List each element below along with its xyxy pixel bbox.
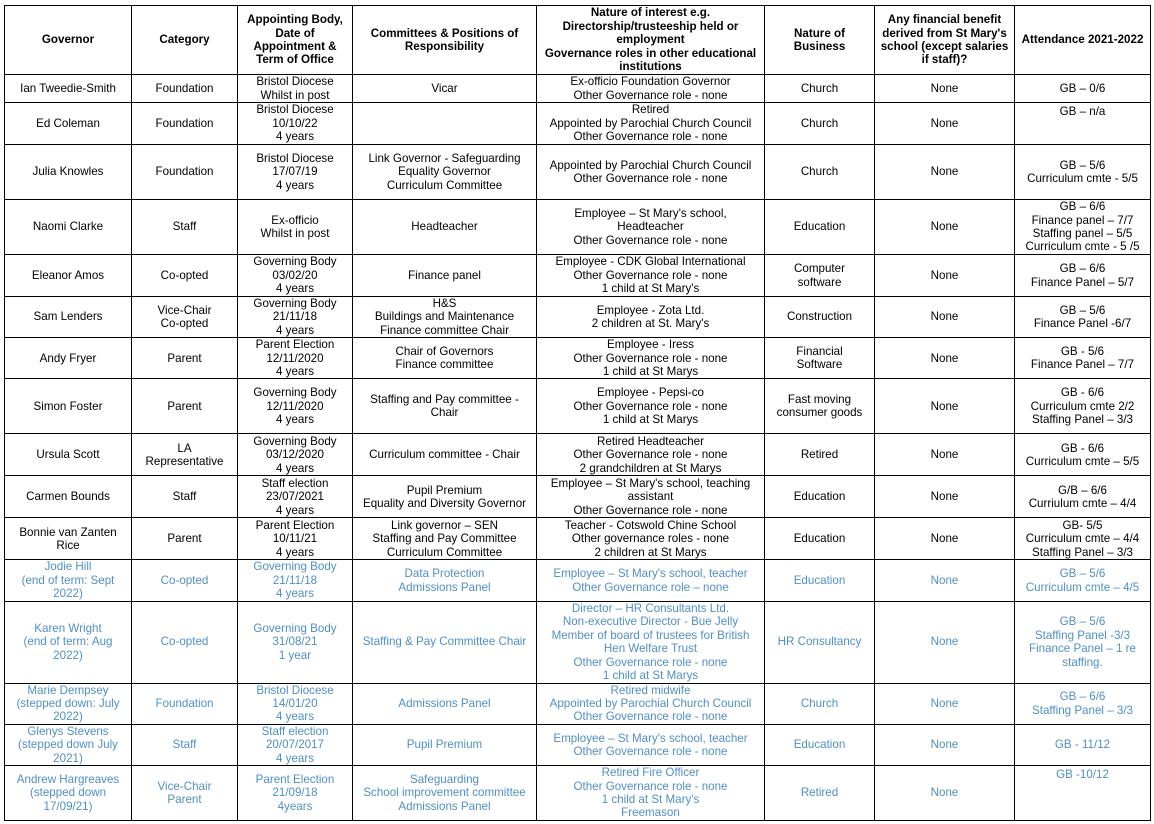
benefit-cell: None xyxy=(875,766,1015,821)
table-row xyxy=(5,255,1151,297)
table-row xyxy=(5,601,1151,683)
category-cell: Foundation xyxy=(132,75,238,103)
benefit-cell: None xyxy=(875,601,1015,683)
benefit-cell: None xyxy=(875,338,1015,379)
governor-cell: Carmen Bounds xyxy=(5,476,132,518)
appointing-body-cell: Governing Body 03/02/20 4 years xyxy=(238,255,353,297)
appointing-body-cell: Governing Body 31/08/21 1 year xyxy=(238,601,353,683)
benefit-cell: None xyxy=(875,683,1015,724)
interest-cell: Employee - Iress Other Governance role - none 1 child at St Marys xyxy=(537,338,765,379)
table-row xyxy=(5,103,1151,145)
table-row xyxy=(5,434,1151,476)
interest-cell: Retired Appointed by Parochial Church Council Other Governance role - none xyxy=(537,103,765,145)
benefit-cell: None xyxy=(875,724,1015,765)
benefit-cell: None xyxy=(875,379,1015,434)
benefit-cell: None xyxy=(875,518,1015,560)
governor-cell: Andy Fryer xyxy=(5,338,132,379)
benefit-cell: None xyxy=(875,200,1015,255)
attendance-cell: GB – 6/6 Finance panel – 7/7 Staffing panel – 5/5 Curriculum cmte - 5 /5 xyxy=(1015,200,1151,255)
business-cell: Education xyxy=(765,476,875,518)
table-row xyxy=(5,518,1151,560)
committees-cell: Link governor – SEN Staffing and Pay Committee Curriculum Committee xyxy=(353,518,537,560)
category-cell: Foundation xyxy=(132,145,238,200)
attendance-cell: GB – 5/6 Curriculum cmte – 4/5 xyxy=(1015,560,1151,601)
category-cell: Staff xyxy=(132,724,238,765)
attendance-cell: GB - 6/6 Curriculum cmte – 5/5 xyxy=(1015,434,1151,476)
attendance-cell: GB – 5/6 Curriculum cmte - 5/5 xyxy=(1015,145,1151,200)
committees-cell: Curriculum committee - Chair xyxy=(353,434,537,476)
committees-cell: Pupil Premium xyxy=(353,724,537,765)
committees-cell: Vicar xyxy=(353,75,537,103)
governor-cell: Karen Wright (end of term: Aug 2022) xyxy=(5,601,132,683)
committees-cell: Chair of Governors Finance committee xyxy=(353,338,537,379)
table-row xyxy=(5,200,1151,255)
interest-cell: Ex-officio Foundation Governor Other Governance role - none xyxy=(537,75,765,103)
benefit-cell: None xyxy=(875,560,1015,601)
governor-cell: Ed Coleman xyxy=(5,103,132,145)
header-nature-of-business: Nature of Business xyxy=(765,6,875,75)
category-cell: Parent xyxy=(132,518,238,560)
category-cell: Parent xyxy=(132,338,238,379)
business-cell: HR Consultancy xyxy=(765,601,875,683)
interest-cell: Appointed by Parochial Church Council Other Governance role - none xyxy=(537,145,765,200)
category-cell: Co-opted xyxy=(132,601,238,683)
header-row xyxy=(5,6,1151,75)
business-cell: Financial Software xyxy=(765,338,875,379)
governor-cell: Bonnie van Zanten Rice xyxy=(5,518,132,560)
committees-cell: Pupil Premium Equality and Diversity Governor xyxy=(353,476,537,518)
table-body xyxy=(5,75,1151,821)
attendance-cell: GB - 5/6 Finance Panel – 7/7 xyxy=(1015,338,1151,379)
header-category: Category xyxy=(132,6,238,75)
interest-cell: Employee – St Mary's school, teaching assistant Other Governance role - none xyxy=(537,476,765,518)
business-cell: Church xyxy=(765,683,875,724)
appointing-body-cell: Staff election 20/07/2017 4 years xyxy=(238,724,353,765)
header-financial-benefit: Any financial benefit derived from St Mary's school (except salaries if staff)? xyxy=(875,6,1015,75)
attendance-cell: GB- 5/5 Curriculum cmte – 4/4 Staffing Panel – 3/3 xyxy=(1015,518,1151,560)
governor-cell: Sam Lenders xyxy=(5,297,132,338)
header-committees: Committees & Positions of Responsibility xyxy=(353,6,537,75)
governor-cell: Eleanor Amos xyxy=(5,255,132,297)
appointing-body-cell: Bristol Diocese Whilst in post xyxy=(238,75,353,103)
interest-cell: Teacher - Cotswold Chine School Other governance roles - none 2 children at St Marys xyxy=(537,518,765,560)
benefit-cell: None xyxy=(875,297,1015,338)
interest-cell: Employee – St Mary's school, Headteacher Other Governance role - none xyxy=(537,200,765,255)
appointing-body-cell: Governing Body 21/11/18 4 years xyxy=(238,297,353,338)
interest-cell: Employee - Pepsi-co Other Governance role - none 1 child at St Marys xyxy=(537,379,765,434)
business-cell: Education xyxy=(765,724,875,765)
governor-cell: Glenys Stevens (stepped down July 2021) xyxy=(5,724,132,765)
benefit-cell: None xyxy=(875,434,1015,476)
table-row xyxy=(5,338,1151,379)
appointing-body-cell: Governing Body 03/12/2020 4 years xyxy=(238,434,353,476)
business-cell: Construction xyxy=(765,297,875,338)
appointing-body-cell: Parent Election 10/11/21 4 years xyxy=(238,518,353,560)
business-cell: Education xyxy=(765,518,875,560)
category-cell: Staff xyxy=(132,476,238,518)
committees-cell: Admissions Panel xyxy=(353,683,537,724)
table-row xyxy=(5,476,1151,518)
business-cell: Education xyxy=(765,560,875,601)
table-row xyxy=(5,766,1151,821)
category-cell: Vice-Chair Co-opted xyxy=(132,297,238,338)
category-cell: Staff xyxy=(132,200,238,255)
governors-table xyxy=(4,5,1151,821)
governor-cell: Simon Foster xyxy=(5,379,132,434)
attendance-cell: GB – n/a xyxy=(1015,103,1151,145)
interest-cell: Retired Headteacher Other Governance role - none 2 grandchildren at St Marys xyxy=(537,434,765,476)
category-cell: Co-opted xyxy=(132,255,238,297)
attendance-cell: GB – 5/6 Staffing Panel -3/3 Finance Panel – 1 re staffing. xyxy=(1015,601,1151,683)
appointing-body-cell: Governing Body 12/11/2020 4 years xyxy=(238,379,353,434)
table-row xyxy=(5,724,1151,765)
appointing-body-cell: Governing Body 21/11/18 4 years xyxy=(238,560,353,601)
appointing-body-cell: Staff election 23/07/2021 4 years xyxy=(238,476,353,518)
attendance-cell: GB – 5/6 Finance Panel -6/7 xyxy=(1015,297,1151,338)
attendance-cell: GB – 0/6 xyxy=(1015,75,1151,103)
appointing-body-cell: Bristol Diocese 17/07/19 4 years xyxy=(238,145,353,200)
governor-cell: Andrew Hargreaves (stepped down 17/09/21) xyxy=(5,766,132,821)
committees-cell: Finance panel xyxy=(353,255,537,297)
business-cell: Fast moving consumer goods xyxy=(765,379,875,434)
interest-cell: Director – HR Consultants Ltd. Non-executive Director - Bue Jelly Member of board of trustees for British Hen Welfare Trust Other Governance role - none 1 child at St Marys xyxy=(537,601,765,683)
header-appointing-body: Appointing Body, Date of Appointment & Term of Office xyxy=(238,6,353,75)
business-cell: Church xyxy=(765,103,875,145)
attendance-cell: GB – 6/6 Finance Panel – 5/7 xyxy=(1015,255,1151,297)
table-row xyxy=(5,145,1151,200)
benefit-cell: None xyxy=(875,476,1015,518)
attendance-cell: GB -10/12 xyxy=(1015,766,1151,821)
business-cell: Education xyxy=(765,200,875,255)
business-cell: Retired xyxy=(765,766,875,821)
governor-cell: Marie Dempsey (stepped down: July 2022) xyxy=(5,683,132,724)
appointing-body-cell: Ex-officio Whilst in post xyxy=(238,200,353,255)
committees-cell: Safeguarding School improvement committee Admissions Panel xyxy=(353,766,537,821)
interest-cell: Retired midwife Appointed by Parochial Church Council Other Governance role - none xyxy=(537,683,765,724)
business-cell: Computer software xyxy=(765,255,875,297)
benefit-cell: None xyxy=(875,145,1015,200)
table-row xyxy=(5,379,1151,434)
table-row xyxy=(5,560,1151,601)
appointing-body-cell: Bristol Diocese 14/01/20 4 years xyxy=(238,683,353,724)
committees-cell: Data Protection Admissions Panel xyxy=(353,560,537,601)
interest-cell: Employee – St Mary's school, teacher Other Governance role – none xyxy=(537,560,765,601)
governor-cell: Naomi Clarke xyxy=(5,200,132,255)
table-row xyxy=(5,75,1151,103)
attendance-cell: GB – 6/6 Staffing Panel – 3/3 xyxy=(1015,683,1151,724)
interest-cell: Retired Fire Officer Other Governance role - none 1 child at St Mary's Freemason xyxy=(537,766,765,821)
category-cell: Co-opted xyxy=(132,560,238,601)
committees-cell: Headteacher xyxy=(353,200,537,255)
appointing-body-cell: Bristol Diocese 10/10/22 4 years xyxy=(238,103,353,145)
committees-cell: H&S Buildings and Maintenance Finance committee Chair xyxy=(353,297,537,338)
header-attendance: Attendance 2021-2022 xyxy=(1015,6,1151,75)
category-cell: LA Representative xyxy=(132,434,238,476)
committees-cell: Staffing and Pay committee - Chair xyxy=(353,379,537,434)
governor-cell: Ursula Scott xyxy=(5,434,132,476)
governor-cell: Ian Tweedie-Smith xyxy=(5,75,132,103)
attendance-cell: GB - 6/6 Curriculum cmte 2/2 Staffing Panel – 3/3 xyxy=(1015,379,1151,434)
category-cell: Parent xyxy=(132,379,238,434)
appointing-body-cell: Parent Election 21/09/18 4years xyxy=(238,766,353,821)
table-row xyxy=(5,297,1151,338)
interest-cell: Employee - CDK Global International Other Governance role - none 1 child at St Mary's xyxy=(537,255,765,297)
attendance-cell: G/B – 6/6 Curriulum cmte – 4/4 xyxy=(1015,476,1151,518)
benefit-cell: None xyxy=(875,75,1015,103)
attendance-cell: GB - 11/12 xyxy=(1015,724,1151,765)
benefit-cell: None xyxy=(875,255,1015,297)
benefit-cell: None xyxy=(875,103,1015,145)
appointing-body-cell: Parent Election 12/11/2020 4 years xyxy=(238,338,353,379)
business-cell: Church xyxy=(765,145,875,200)
governor-cell: Julia Knowles xyxy=(5,145,132,200)
category-cell: Vice-Chair Parent xyxy=(132,766,238,821)
header-governor: Governor xyxy=(5,6,132,75)
committees-cell xyxy=(353,103,537,145)
category-cell: Foundation xyxy=(132,683,238,724)
table-row xyxy=(5,683,1151,724)
business-cell: Retired xyxy=(765,434,875,476)
interest-cell: Employee – St Mary's school, teacher Other Governance role - none xyxy=(537,724,765,765)
governor-cell: Jodie Hill (end of term: Sept 2022) xyxy=(5,560,132,601)
category-cell: Foundation xyxy=(132,103,238,145)
interest-cell: Employee - Zota Ltd. 2 children at St. Mary's xyxy=(537,297,765,338)
committees-cell: Link Governor - Safeguarding Equality Governor Curriculum Committee xyxy=(353,145,537,200)
committees-cell: Staffing & Pay Committee Chair xyxy=(353,601,537,683)
business-cell: Church xyxy=(765,75,875,103)
header-nature-of-interest: Nature of interest e.g. Directorship/trusteeship held or employment Governance roles in other educational institutions xyxy=(537,6,765,75)
